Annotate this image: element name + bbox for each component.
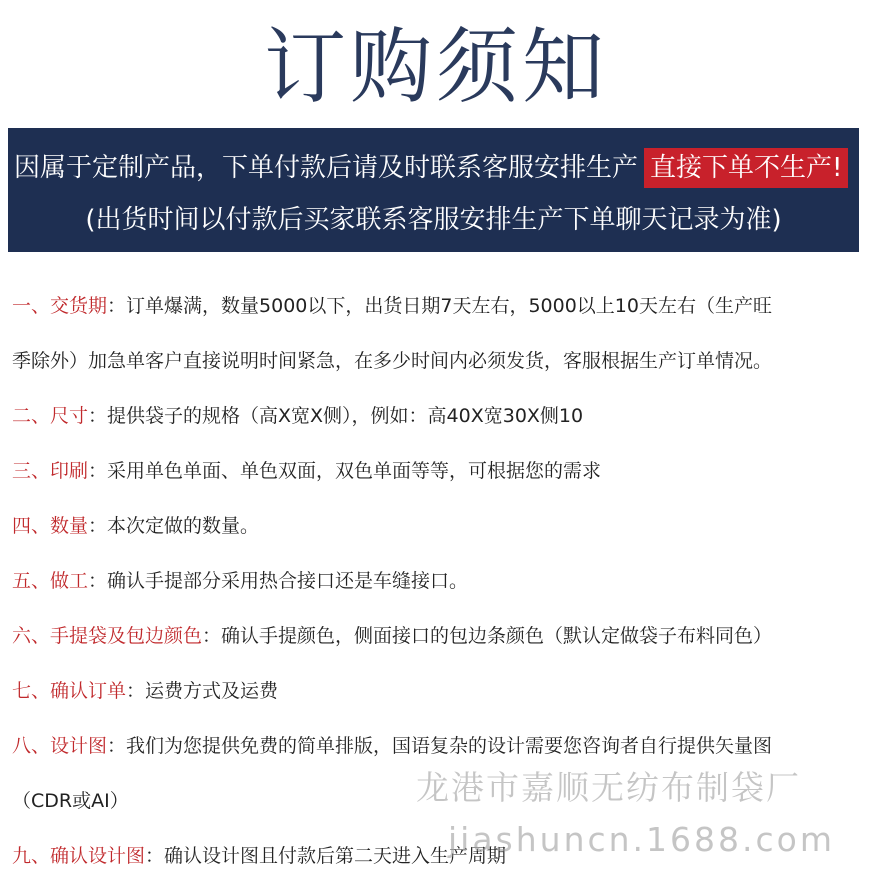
item-text: ：本次定做的数量。 (88, 515, 260, 537)
list-item (12, 278, 862, 334)
item-label: 一、交货期 (12, 295, 108, 317)
banner-line-2: (出货时间以付款后买家联系客服安排生产下单聊天记录为准) (85, 205, 782, 235)
page-title: 订购须知 (263, 20, 608, 115)
item-text: ：运费方式及运费 (126, 680, 279, 702)
list-item (12, 608, 862, 664)
item-text: ：确认设计图且付款后第二天进入生产周期 (145, 845, 507, 867)
item-label: 五、做工 (12, 570, 89, 592)
list-item (12, 498, 862, 554)
list-item (12, 388, 862, 444)
list-item (12, 443, 862, 499)
list-item (12, 663, 862, 719)
item-text: 季除外）加急单客户直接说明时间紧急，在多少时间内必须发货，客服根据生产订单情况。 (12, 350, 773, 372)
watermark-url: jiashuncn.1688.com (448, 820, 835, 859)
item-text: ：我们为您提供免费的简单排版，国语复杂的设计需要您咨询者自行提供矢量图 (107, 735, 773, 757)
notice-banner (8, 128, 859, 252)
list-item (12, 553, 862, 609)
item-text: ：订单爆满，数量5000以下，出货日期7天左右，5000以上10天左右（生产旺 (107, 295, 772, 317)
banner-line-1 (14, 148, 848, 188)
list-item (12, 333, 862, 389)
banner-line-1-text: 因属于定制产品，下单付款后请及时联系客服安排生产 (14, 153, 639, 183)
item-text: ：采用单色单面、单色双面，双色单面等等，可根据您的需求 (88, 460, 602, 482)
item-label: 二、尺寸 (12, 405, 89, 427)
item-label: 九、确认设计图 (12, 845, 146, 867)
item-text: ：确认手提部分采用热合接口还是车缝接口。 (88, 570, 469, 592)
watermark-company: 龙港市嘉顺无纺布制袋厂 (416, 768, 801, 807)
item-label: 四、数量 (12, 515, 89, 537)
banner-highlight-badge: 直接下单不生产! (644, 148, 848, 188)
item-label: 三、印刷 (12, 460, 89, 482)
item-label: 八、设计图 (12, 735, 108, 757)
item-text: ：提供袋子的规格（高X宽X侧），例如：高40X宽30X侧10 (88, 405, 584, 427)
item-text: ：确认手提颜色，侧面接口的包边条颜色（默认定做袋子布料同色） (202, 625, 773, 647)
item-text: （CDR或AI） (12, 790, 129, 812)
item-label: 六、手提袋及包边颜色 (12, 625, 203, 647)
item-label: 七、确认订单 (12, 680, 127, 702)
